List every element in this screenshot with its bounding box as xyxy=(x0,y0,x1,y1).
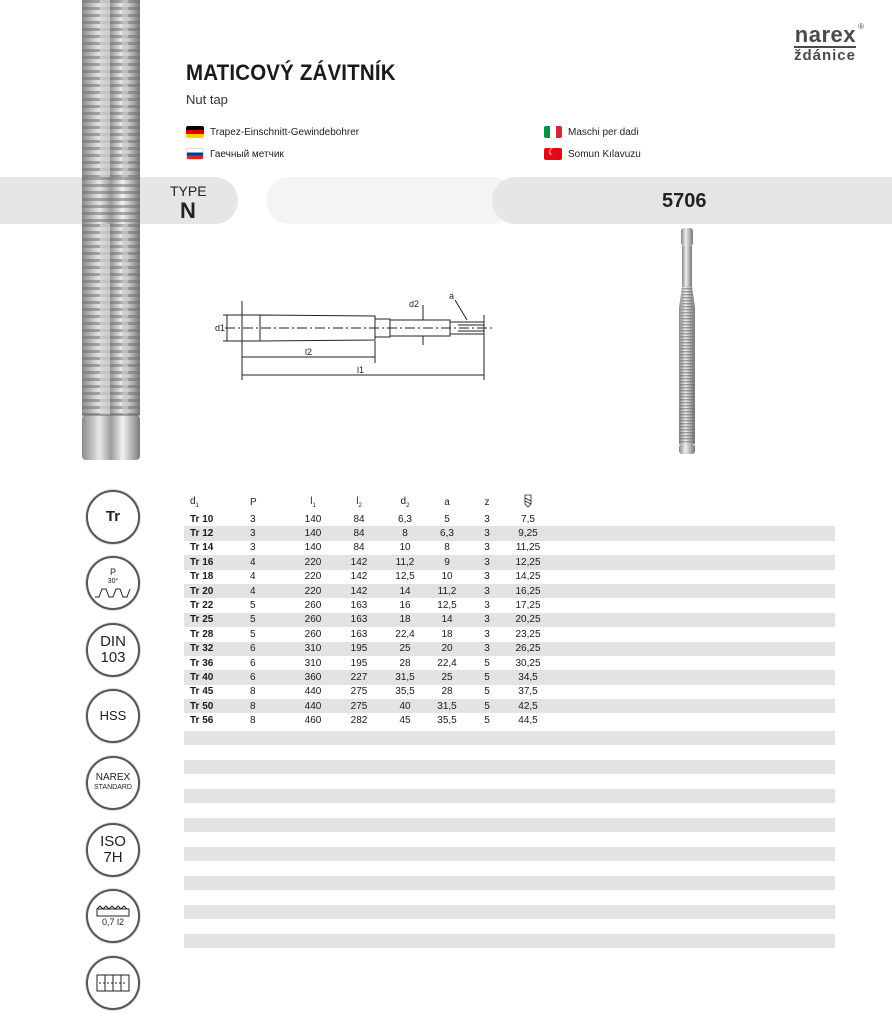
narex-logo xyxy=(772,22,864,65)
lang-tr xyxy=(544,148,641,160)
col-p: P xyxy=(250,496,257,508)
table-cell: 18 xyxy=(399,614,411,626)
table-cell: 220 xyxy=(304,556,322,568)
table-row xyxy=(184,699,835,713)
table-cell: Tr 18 xyxy=(190,571,214,583)
table-cell: 18 xyxy=(441,628,453,640)
hss-icon xyxy=(86,689,140,743)
table-cell: 40 xyxy=(399,700,411,712)
thread-profile-icon xyxy=(86,556,140,610)
table-cell: 5 xyxy=(484,715,490,727)
table-row xyxy=(184,598,835,612)
table-cell: 3 xyxy=(484,585,490,597)
table-cell: 6 xyxy=(250,643,256,655)
table-cell: 440 xyxy=(304,686,322,698)
thread-profile-p: P xyxy=(109,567,116,577)
table-cell: 460 xyxy=(304,715,322,727)
din-icon xyxy=(86,623,140,677)
table-cell: 3 xyxy=(484,542,490,554)
turkey-flag-icon xyxy=(544,148,562,160)
table-cell: 163 xyxy=(350,614,368,626)
empty-row xyxy=(184,731,835,745)
table-cell: Tr 10 xyxy=(190,513,214,525)
lang-it-text: Maschi per dadi xyxy=(568,126,639,138)
tr-icon xyxy=(86,490,140,544)
table-cell: 163 xyxy=(350,628,368,640)
table-cell: 440 xyxy=(304,700,322,712)
empty-row xyxy=(184,760,835,774)
table-row xyxy=(184,670,835,684)
table-cell: 3 xyxy=(484,528,490,540)
table-cell: 3 xyxy=(484,513,490,525)
page-title: MATICOVÝ ZÁVITNÍK xyxy=(186,60,396,85)
table-cell: 9,25 xyxy=(518,528,538,540)
thread-length-icon xyxy=(86,889,140,943)
table-cell: 9 xyxy=(444,556,450,568)
table-cell: 5 xyxy=(484,657,490,669)
table-cell: 12,5 xyxy=(395,571,415,583)
logo-subtext: ždánice xyxy=(793,47,856,64)
table-cell: 195 xyxy=(350,657,368,669)
table-cell: 45 xyxy=(399,715,411,727)
table-cell: 35,5 xyxy=(437,715,457,727)
band-middle xyxy=(266,177,516,224)
iso-icon-text: ISO xyxy=(100,833,126,850)
table-header xyxy=(184,492,835,512)
table-cell: 142 xyxy=(350,585,368,597)
table-cell: 3 xyxy=(484,556,490,568)
tr-icon-text: Tr xyxy=(105,508,121,525)
table-cell: 282 xyxy=(350,715,368,727)
table-cell: 28 xyxy=(441,686,453,698)
table-cell: 5 xyxy=(444,513,450,525)
table-cell: 16 xyxy=(399,600,411,612)
table-cell: 10 xyxy=(441,571,453,583)
l1-label: l1 xyxy=(357,365,365,375)
table-cell: 16,25 xyxy=(515,585,541,597)
table-cell: Tr 32 xyxy=(190,643,214,655)
empty-row xyxy=(184,847,835,861)
lang-ru-text: Гаечный метчик xyxy=(210,148,284,160)
l2-label: l2 xyxy=(305,347,313,357)
table-cell: 8 xyxy=(250,715,256,727)
table-row xyxy=(184,627,835,641)
table-cell: 37,5 xyxy=(518,686,538,698)
table-body xyxy=(184,512,835,728)
col-l1: $l_1$ xyxy=(310,495,316,509)
table-cell: 6 xyxy=(250,657,256,669)
col-d2: $d_2$ xyxy=(400,495,410,509)
table-cell: 3 xyxy=(250,528,256,540)
table-cell: 220 xyxy=(304,585,322,597)
table-cell: 310 xyxy=(304,643,322,655)
table-cell: 84 xyxy=(353,542,365,554)
lang-de xyxy=(186,126,359,138)
table-cell: Tr 16 xyxy=(190,556,214,568)
table-row xyxy=(184,512,835,526)
table-cell: 23,25 xyxy=(515,628,541,640)
type-value: N xyxy=(180,198,196,223)
table-cell: 30,25 xyxy=(515,657,541,669)
logo-text: narex xyxy=(794,22,856,47)
table-cell: 6,3 xyxy=(440,528,454,540)
table-cell: 22,4 xyxy=(395,628,415,640)
table-cell: 5 xyxy=(484,686,490,698)
table-cell: 227 xyxy=(350,671,368,683)
table-cell: 5 xyxy=(250,614,256,626)
table-cell: 3 xyxy=(250,513,256,525)
table-cell: 3 xyxy=(484,571,490,583)
table-cell: 34,5 xyxy=(518,671,538,683)
table-row xyxy=(184,685,835,699)
table-cell: 20,25 xyxy=(515,614,541,626)
table-cell: 14,25 xyxy=(515,571,541,583)
table-cell: 275 xyxy=(350,686,368,698)
table-cell: 140 xyxy=(304,542,322,554)
dimension-table xyxy=(184,492,835,728)
table-cell: 11,25 xyxy=(515,542,541,554)
hss-icon-text: HSS xyxy=(99,708,127,723)
d2-label: d2 xyxy=(409,299,420,309)
table-cell: Tr 12 xyxy=(190,528,214,540)
d1-label: d1 xyxy=(215,323,226,333)
table-row xyxy=(184,642,835,656)
empty-row xyxy=(184,818,835,832)
table-cell: Tr 14 xyxy=(190,542,214,554)
table-cell: 6 xyxy=(250,671,256,683)
table-row xyxy=(184,613,835,627)
table-cell: 25 xyxy=(441,671,453,683)
table-cell: 5 xyxy=(484,671,490,683)
empty-row xyxy=(184,905,835,919)
page-subtitle: Nut tap xyxy=(186,92,228,107)
table-cell: 31,5 xyxy=(437,700,457,712)
table-row xyxy=(184,584,835,598)
table-cell: Tr 22 xyxy=(190,600,214,612)
table-cell: 260 xyxy=(304,600,322,612)
empty-row xyxy=(184,789,835,803)
table-cell: 25 xyxy=(399,643,411,655)
tap-image-left xyxy=(78,0,144,460)
table-cell: 3 xyxy=(484,614,490,626)
table-cell: 10 xyxy=(399,542,411,554)
table-cell: 35,5 xyxy=(395,686,415,698)
table-cell: Tr 28 xyxy=(190,628,214,640)
table-cell: 8 xyxy=(250,686,256,698)
table-row xyxy=(184,555,835,569)
table-cell: 3 xyxy=(250,542,256,554)
iso-icon xyxy=(86,823,140,877)
table-cell: 12,5 xyxy=(437,600,457,612)
product-code: 5706 xyxy=(662,190,707,212)
table-cell: 4 xyxy=(250,571,256,583)
table-row xyxy=(184,656,835,670)
tap-set-icon xyxy=(95,971,131,995)
registered-mark: ® xyxy=(858,22,864,31)
thread-zigzag-icon xyxy=(95,587,131,599)
table-cell: 275 xyxy=(350,700,368,712)
table-cell: 3 xyxy=(484,643,490,655)
table-cell: 4 xyxy=(250,585,256,597)
table-cell: 142 xyxy=(350,556,368,568)
table-cell: 140 xyxy=(304,513,322,525)
thread-profile-angle: 30° xyxy=(107,578,119,585)
table-cell: 17,25 xyxy=(515,600,541,612)
type-label: TYPE xyxy=(170,183,207,199)
empty-row xyxy=(184,876,835,890)
table-cell: Tr 40 xyxy=(190,671,214,683)
table-cell: 5 xyxy=(484,700,490,712)
table-row xyxy=(184,526,835,540)
table-cell: 8 xyxy=(444,542,450,554)
table-row xyxy=(184,541,835,555)
table-cell: 163 xyxy=(350,600,368,612)
table-cell: 84 xyxy=(353,528,365,540)
table-cell: 260 xyxy=(304,614,322,626)
table-cell: 7,5 xyxy=(521,513,535,525)
table-cell: 3 xyxy=(484,600,490,612)
tap-overlay xyxy=(82,177,140,224)
table-cell: 11,2 xyxy=(395,556,415,568)
empty-row xyxy=(184,934,835,948)
drill-icon xyxy=(508,494,548,511)
din-icon-text: DIN xyxy=(100,633,126,650)
table-row xyxy=(184,570,835,584)
table-cell: 8 xyxy=(402,528,408,540)
col-z: z xyxy=(484,496,490,508)
narex-standard-line2: STANDARD xyxy=(94,784,132,791)
col-d1: $d_1$ xyxy=(190,495,199,509)
table-cell: 12,25 xyxy=(515,556,541,568)
table-cell: 22,4 xyxy=(437,657,457,669)
germany-flag-icon xyxy=(186,126,204,138)
table-cell: Tr 20 xyxy=(190,585,214,597)
tap-photo xyxy=(676,228,698,454)
technical-drawing xyxy=(205,285,505,385)
table-cell: 5 xyxy=(250,628,256,640)
table-cell: 3 xyxy=(484,628,490,640)
narex-standard-line1: NAREX xyxy=(95,772,131,783)
lang-it xyxy=(544,126,639,138)
thread-length-text: 0,7 l2 xyxy=(101,917,125,927)
table-cell: 360 xyxy=(304,671,322,683)
iso-icon-class: 7H xyxy=(103,849,123,866)
italy-flag-icon xyxy=(544,126,562,138)
lang-de-text: Trapez-Einschnitt-Gewindebohrer xyxy=(210,126,360,138)
russia-flag-icon xyxy=(186,148,204,160)
lang-tr-text: Somun Kılavuzu xyxy=(568,148,641,160)
table-cell: 26,25 xyxy=(515,643,541,655)
table-cell: 142 xyxy=(350,571,368,583)
table-cell: 14 xyxy=(441,614,453,626)
table-cell: 5 xyxy=(250,600,256,612)
table-cell: Tr 25 xyxy=(190,614,214,626)
table-cell: Tr 50 xyxy=(190,700,214,712)
a-label: a xyxy=(449,291,455,301)
table-cell: 6,3 xyxy=(398,513,412,525)
din-icon-number: 103 xyxy=(100,649,126,666)
table-cell: 310 xyxy=(304,657,322,669)
table-cell: 42,5 xyxy=(518,700,538,712)
table-cell: 84 xyxy=(353,513,365,525)
narex-standard-icon xyxy=(86,756,140,810)
table-cell: 14 xyxy=(399,585,411,597)
table-cell: 28 xyxy=(399,657,411,669)
table-cell: Tr 56 xyxy=(190,715,214,727)
col-a: a xyxy=(444,496,450,508)
table-cell: 260 xyxy=(304,628,322,640)
lang-ru xyxy=(186,148,284,160)
table-cell: 31,5 xyxy=(395,671,415,683)
table-cell: 4 xyxy=(250,556,256,568)
table-row xyxy=(184,713,835,727)
packaging-icon xyxy=(86,956,140,1010)
table-cell: 20 xyxy=(441,643,453,655)
table-cell: 11,2 xyxy=(437,585,457,597)
table-cell: 8 xyxy=(250,700,256,712)
threaded-part-icon xyxy=(95,905,131,917)
table-cell: Tr 45 xyxy=(190,686,214,698)
table-cell: 220 xyxy=(304,571,322,583)
table-cell: 140 xyxy=(304,528,322,540)
col-l2: $l_2$ xyxy=(356,495,362,509)
table-cell: 44,5 xyxy=(518,715,538,727)
table-cell: 195 xyxy=(350,643,368,655)
table-cell: Tr 36 xyxy=(190,657,214,669)
